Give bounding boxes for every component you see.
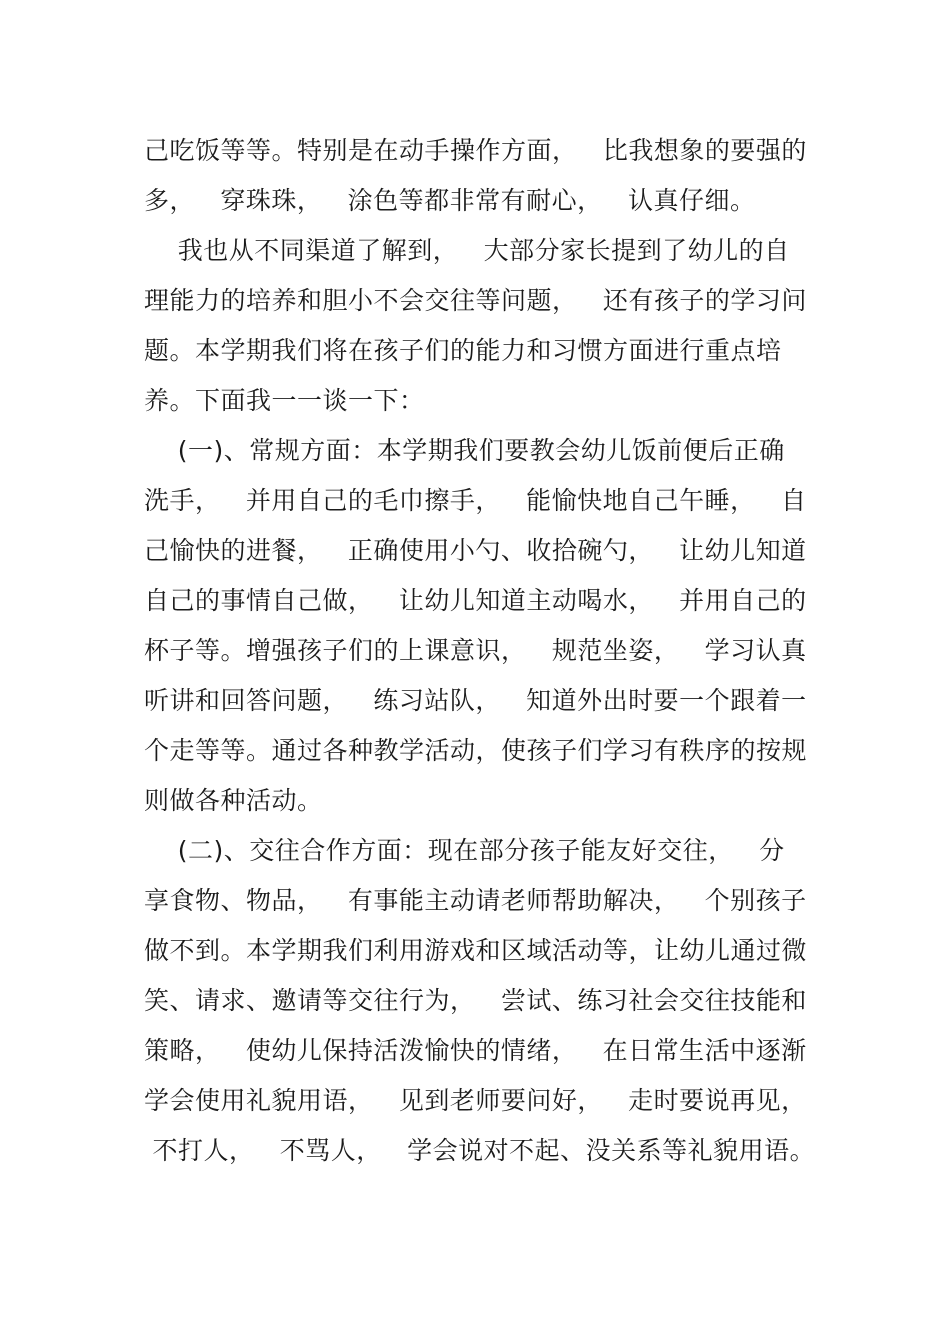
text-line: 学会使用礼貌用语， 见到老师要问好， 走时要说再见， [144,1086,807,1115]
text-line: (一)、常规方面：本学期我们要教会幼儿饭前便后正确 [144,436,785,465]
text-line: 则做各种活动。 [144,786,323,815]
text-line: 做不到。本学期我们利用游戏和区域活动等，让幼儿通过微 [144,936,808,965]
text-line: 己吃饭等等。特别是在动手操作方面， 比我想象的要强的 [144,136,807,165]
text-line: 听讲和回答问题， 练习站队， 知道外出时要一个跟着一 [144,686,807,715]
text-line: 个走等等。通过各种教学活动，使孩子们学习有秩序的按规 [144,736,808,765]
text-line: 享食物、物品， 有事能主动请老师帮助解决， 个别孩子 [144,886,807,915]
text-line: 笑、请求、邀请等交往行为， 尝试、练习社会交往技能和 [144,986,807,1015]
text-line: (二)、交往合作方面：现在部分孩子能友好交往， 分 [144,836,785,865]
text-line: 我也从不同渠道了解到， 大部分家长提到了幼儿的自 [144,236,790,265]
text-line: 多， 穿珠珠， 涂色等都非常有耐心， 认真仔细。 [144,186,756,215]
text-line: 不打人， 不骂人， 学会说对不起、没关系等礼貌用语。 [144,1136,816,1165]
text-line: 题。本学期我们将在孩子们的能力和习惯方面进行重点培 [144,336,782,365]
text-line: 自己的事情自己做， 让幼儿知道主动喝水， 并用自己的 [144,586,807,615]
text-line: 理能力的培养和胆小不会交往等问题， 还有孩子的学习问 [144,286,807,315]
text-line: 策略， 使幼儿保持活泼愉快的情绪， 在日常生活中逐渐 [144,1036,807,1065]
text-line: 己愉快的进餐， 正确使用小勺、收拾碗勺， 让幼儿知道 [144,536,807,565]
text-line: 洗手， 并用自己的毛巾擦手， 能愉快地自己午睡， 自 [144,486,807,515]
text-line: 养。下面我一一谈一下： [144,386,425,415]
text-line: 杯子等。增强孩子们的上课意识， 规范坐姿， 学习认真 [144,636,807,665]
